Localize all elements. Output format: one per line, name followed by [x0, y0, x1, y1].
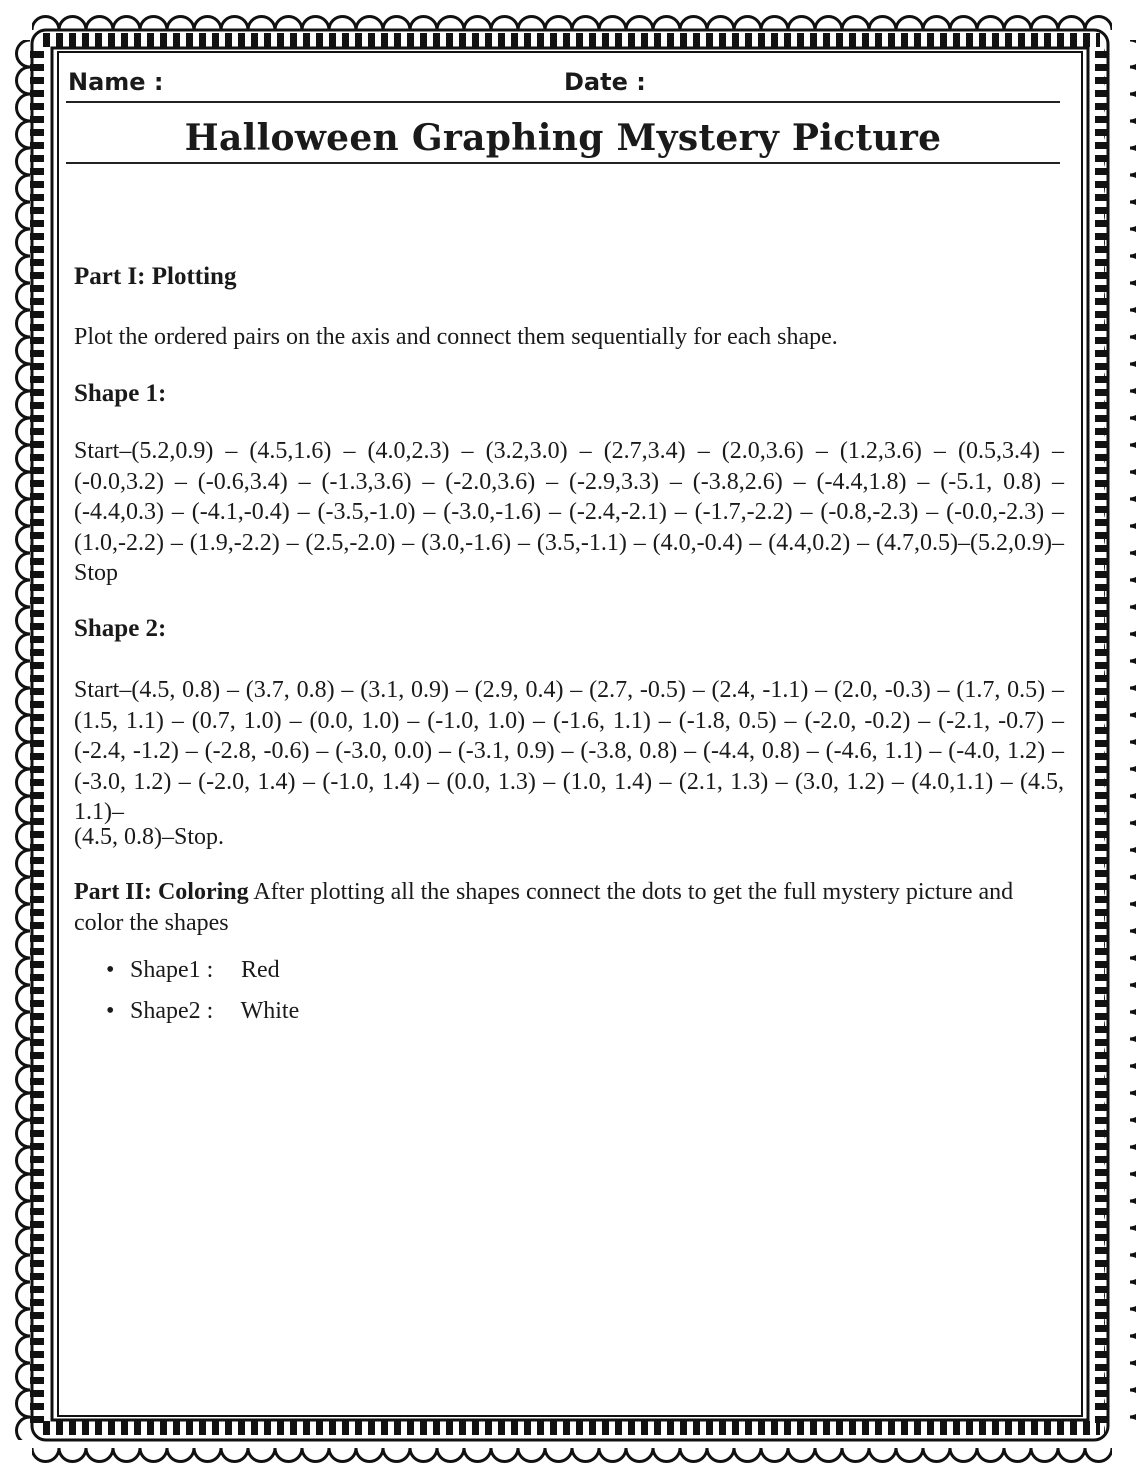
name-date-row	[66, 68, 1060, 103]
part2-text: After plotting all the shapes connect the dots to get the full mystery picture and color the shapes	[74, 879, 1014, 936]
shape-label: Shape1 :	[130, 957, 214, 983]
date-label: Date :	[564, 68, 646, 96]
shape-color: White	[240, 998, 300, 1024]
name-label: Name :	[68, 68, 164, 96]
part1-instructions: Plot the ordered pairs on the axis and connect them sequentially for each shape.	[74, 324, 838, 350]
shape2-heading: Shape 2:	[74, 615, 167, 642]
shape-color: Red	[241, 957, 280, 983]
shape-label: Shape2 :	[130, 998, 214, 1024]
color-list	[106, 957, 299, 1039]
list-item	[106, 957, 299, 998]
shape1-coordinates: Start–(5.2,0.9) – (4.5,1.6) – (4.0,2.3) – (3.2,3.0) – (2.7,3.4) – (2.0,3.6) – (1.2,3.6) – (0.5,3.4) – (-0.0,3.2) – (-0.6,3.4) – (-1.3,3.6) – (-2.0,3.6) – (-2.9,3.3) – (-3.8,2.6) – (-4.4,1.8) – (-5.1, 0.8) – (-4.4,0.3) – (-4.1,-0.4) – (-3.5,-1.0) – (-3.0,-1.6) – (-2.4,-2.1) – (-1.7,-2.2) – (-0.8,-2.3) – (-0.0,-2.3) – (1.0,-2.2) – (1.9,-2.2) – (2.5,-2.0) – (3.0,-1.6) – (3.5,-1.1) – (4.0,-0.4) – (4.4,0.2) – (4.7,0.5)–(5.2,0.9)–Stop	[74, 438, 1064, 586]
bullet-icon: •	[106, 957, 115, 983]
part1-heading: Part I: Plotting	[74, 263, 237, 290]
part2-heading: Part II: Coloring	[74, 879, 249, 905]
page-title: Halloween Graphing Mystery Picture	[66, 116, 1060, 164]
shape2-coordinates: Start–(4.5, 0.8) – (3.7, 0.8) – (3.1, 0.9) – (2.9, 0.4) – (2.7, -0.5) – (2.4, -1.1) – (2.0, -0.3) – (1.7, 0.5) – (1.5, 1.1) – (0.7, 1.0) – (0.0, 1.0) – (-1.0, 1.0) – (-1.6, 1.1) – (-1.8, 0.5) – (-2.0, -0.2) – (-2.1, -0.7) – (-2.4, -1.2) – (-2.8, -0.6) – (-3.0, 0.0) – (-3.1, 0.9) – (-3.8, 0.8) – (-4.4, 0.8) – (-4.6, 1.1) – (-4.0, 1.2) – (-3.0, 1.2) – (-2.0, 1.4) – (-1.0, 1.4) – (0.0, 1.3) – (1.0, 1.4) – (2.1, 1.3) – (3.0, 1.2) – (4.0,1.1) – (4.5, 1.1)–	[74, 677, 1064, 825]
shape2-stop-line: (4.5, 0.8)–Stop.	[74, 824, 224, 850]
worksheet-content	[66, 60, 1062, 1400]
shape1-heading: Shape 1:	[74, 380, 167, 407]
part2-paragraph	[74, 877, 1064, 938]
bullet-icon: •	[106, 998, 115, 1024]
list-item	[106, 998, 299, 1039]
